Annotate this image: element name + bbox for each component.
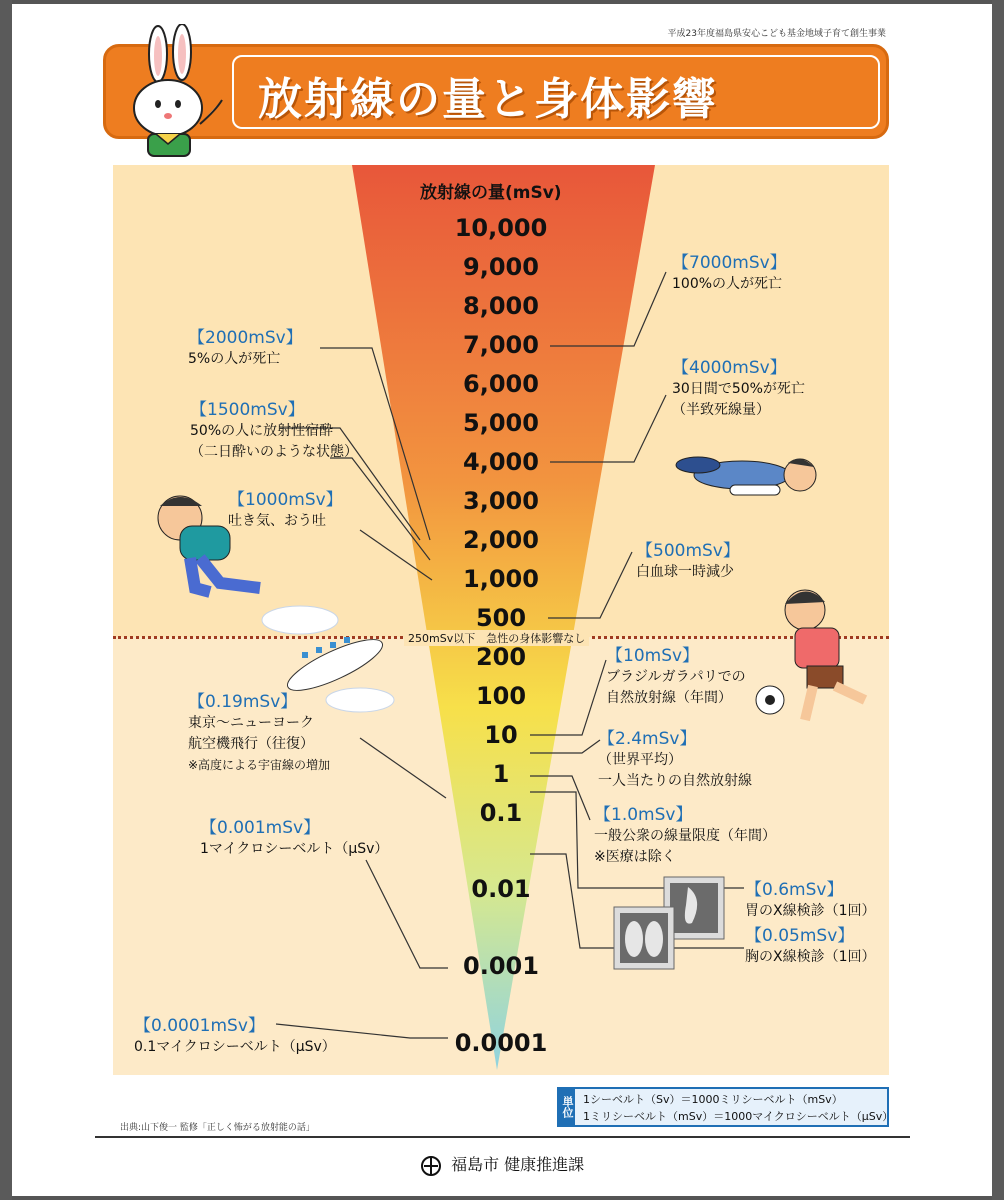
page-title: 放射線の量と身体影響 [258, 74, 718, 125]
annotation-1mSv: 【1.0mSv】 一般公衆の線量限度（年間） ※医療は除く [594, 805, 776, 865]
annotation-500: 【500mSv】 白血球一時減少 [636, 541, 740, 580]
annotation-10: 【10mSv】 ブラジルガラパリでの 自然放射線（年間） [606, 646, 746, 706]
annotation-1000: 【1000mSv】 吐き気、おう吐 [228, 490, 343, 529]
scale-tick: 100 [475, 682, 527, 710]
annotation-24: 【2.4mSv】 （世界平均） 一人当たりの自然放射線 [598, 729, 752, 789]
scale-tick: 9,000 [463, 253, 539, 281]
sponsor-note: 平成23年度福島県安心こども基金地域子育て創生事業 [667, 29, 886, 39]
annotation-019: 【0.19mSv】 東京～ニューヨーク 航空機飛行（往復） ※高度による宇宙線の増加 [188, 692, 331, 772]
scale-tick: 6,000 [463, 370, 539, 398]
airplane-illustration [260, 600, 400, 720]
threshold-label: 250mSv以下 急性の身体影響なし [404, 630, 589, 646]
scale-tick: 3,000 [463, 487, 539, 515]
footer-department: 福島市 健康推進課 [451, 1155, 585, 1174]
footer-divider [95, 1136, 910, 1138]
unit-tag: 単位 [559, 1089, 575, 1125]
scale-tick: 1,000 [463, 565, 539, 593]
annotation-2000: 【2000mSv】 5%の人が死亡 [188, 328, 303, 367]
footer [420, 1152, 584, 1177]
annotation-7000: 【7000mSv】 100%の人が死亡 [672, 253, 787, 292]
scale-tick: 0.01 [471, 875, 531, 903]
annotation-0001: 【0.001mSv】 1マイクロシーベルト（μSv） [200, 818, 389, 857]
unit-line-1: 1シーベルト（Sv）＝1000ミリシーベルト（mSv） [583, 1093, 843, 1106]
collapsed-person-illustration [670, 445, 820, 515]
unit-line-2: 1ミリシーベルト（mSv）＝1000マイクロシーベルト（μSv） [583, 1110, 894, 1123]
unit-box [557, 1087, 894, 1127]
scale-tick: 2,000 [463, 526, 539, 554]
annotation-1500: 【1500mSv】 50%の人に放射性宿酔 （二日酔いのような状態） [190, 400, 358, 460]
scale-tick: 0.1 [479, 799, 523, 827]
scale-tick: 0.0001 [454, 1029, 548, 1057]
scale-tick: 8,000 [463, 292, 539, 320]
xray-films-illustration [612, 865, 752, 975]
scale-tick: 200 [475, 643, 527, 671]
scale-tick: 500 [475, 604, 527, 632]
scale-heading: 放射線の量(mSv) [420, 183, 562, 203]
scale-tick: 4,000 [463, 448, 539, 476]
soccer-boy-illustration [755, 580, 875, 730]
scale-tick: 10,000 [454, 214, 548, 242]
annotation-00001: 【0.0001mSv】 0.1マイクロシーベルト（μSv） [134, 1016, 336, 1055]
scale-tick: 7,000 [463, 331, 539, 359]
annotation-005: 【0.05mSv】 胸のX線検診（1回） [745, 926, 876, 965]
nauseous-boy-illustration [150, 488, 270, 598]
source-citation: 出典:山下俊一 監修「正しく怖がる放射能の話」 [120, 1123, 315, 1133]
scale-tick: 5,000 [463, 409, 539, 437]
scale-tick: 0.001 [463, 952, 539, 980]
scale-tick: 1 [492, 760, 510, 788]
scale-tick: 10 [484, 721, 518, 749]
annotation-06: 【0.6mSv】 胃のX線検診（1回） [745, 880, 876, 919]
annotation-4000: 【4000mSv】 30日間で50%が死亡 （半致死線量） [672, 358, 805, 418]
city-emblem-icon [420, 1155, 442, 1177]
